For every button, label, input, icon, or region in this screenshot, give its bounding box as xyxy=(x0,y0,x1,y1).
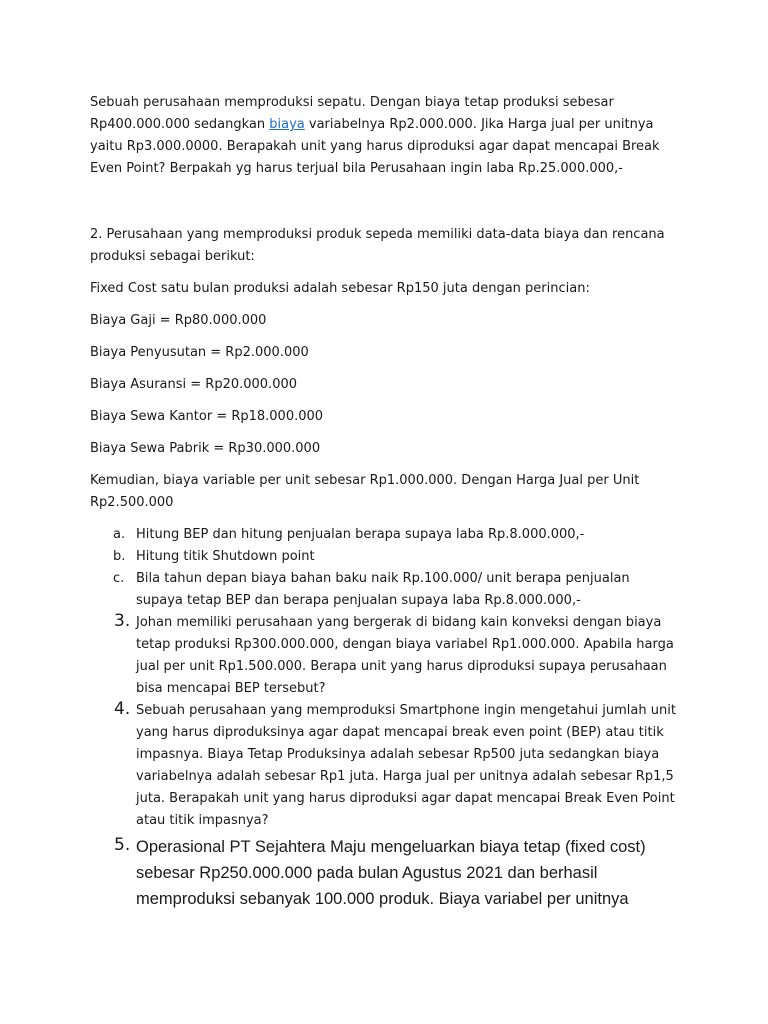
question-4-text: Sebuah perusahaan yang memproduksi Smartphone ingin mengetahui jumlah unit yang harus diproduksinya agar dapat mencapai break even point (BEP) atau titik impasnya. Biaya Tetap Produksinya adalah sebesar Rp500 juta sedangkan biaya variabelnya adalah sebesar Rp1 juta. Harga jual per unitnya adalah sebesar Rp1,5 juta. Berapakah unit yang harus diproduksi agar dapat mencapai Break Even Point atau titik impasnya? xyxy=(136,703,676,828)
document-body xyxy=(90,92,680,912)
biaya-link[interactable]: biaya xyxy=(269,117,305,132)
list-marker: a. xyxy=(113,527,126,542)
cost-item-sewa-pabrik: Biaya Sewa Pabrik = Rp30.000.000 xyxy=(90,441,321,456)
question-5-number: 5. xyxy=(114,835,131,855)
cost-item-gaji: Biaya Gaji = Rp80.000.000 xyxy=(90,313,267,328)
question-3 xyxy=(90,612,680,700)
list-item xyxy=(90,524,680,546)
variable-cost-line: Kemudian, biaya variable per unit sebesar Rp1.000.000. Dengan Harga Jual per Unit Rp2.500.000 xyxy=(90,473,640,510)
question-4 xyxy=(90,700,680,832)
list-marker: c. xyxy=(113,571,125,586)
cost-item-sewa-kantor: Biaya Sewa Kantor = Rp18.000.000 xyxy=(90,409,324,424)
fixed-cost-line: Fixed Cost satu bulan produksi adalah sebesar Rp150 juta dengan perincian: xyxy=(90,281,590,296)
cost-item-penyusutan: Biaya Penyusutan = Rp2.000.000 xyxy=(90,345,309,360)
list-marker: b. xyxy=(113,549,126,564)
question-5-text: Operasional PT Sejahtera Maju mengeluarkan biaya tetap (fixed cost) sebesar Rp250.000.000 pada bulan Agustus 2021 dan berhasil memproduksi sebanyak 100.000 produk. Biaya variabel per unitnya xyxy=(136,838,646,908)
question-3-number: 3. xyxy=(114,611,131,631)
question-5 xyxy=(90,834,680,912)
cost-item-asuransi: Biaya Asuransi = Rp20.000.000 xyxy=(90,377,298,392)
list-item xyxy=(90,546,680,568)
question-1-text-start: Sebuah perusahaan memproduksi sepatu. Dengan biaya tetap produksi sebesar Rp400.000.000 sedangkan xyxy=(90,95,614,132)
question-1-paragraph xyxy=(90,92,680,180)
list-item xyxy=(90,568,680,612)
question-1-text-end: variabelnya Rp2.000.000. Jika Harga jual per unitnya yaitu Rp3.000.0000. Berapakah unit yang harus diproduksi agar dapat mencapai Break Even Point? Berpakah yg harus terjual bila Perusahaan ingin laba Rp.25.000.000,- xyxy=(90,117,660,176)
question-2-intro: 2. Perusahaan yang memproduksi produk sepeda memiliki data-data biaya dan rencana produksi sebagai berikut: xyxy=(90,227,665,264)
list-item-text: Hitung titik Shutdown point xyxy=(136,549,315,564)
list-item-text: Bila tahun depan biaya bahan baku naik Rp.100.000/ unit berapa penjualan supaya tetap BEP dan berapa penjualan supaya laba Rp.8.000.000,- xyxy=(136,571,630,608)
subquestion-list xyxy=(90,524,680,612)
question-3-text: Johan memiliki perusahaan yang bergerak di bidang kain konveksi dengan biaya tetap produksi Rp300.000.000, dengan biaya variabel Rp1.000.000. Apabila harga jual per unit Rp1.500.000. Berapa unit yang harus diproduksi supaya perusahaan bisa mencapai BEP tersebut? xyxy=(136,615,674,696)
list-item-text: Hitung BEP dan hitung penjualan berapa supaya laba Rp.8.000.000,- xyxy=(136,527,585,542)
question-4-number: 4. xyxy=(114,699,131,719)
